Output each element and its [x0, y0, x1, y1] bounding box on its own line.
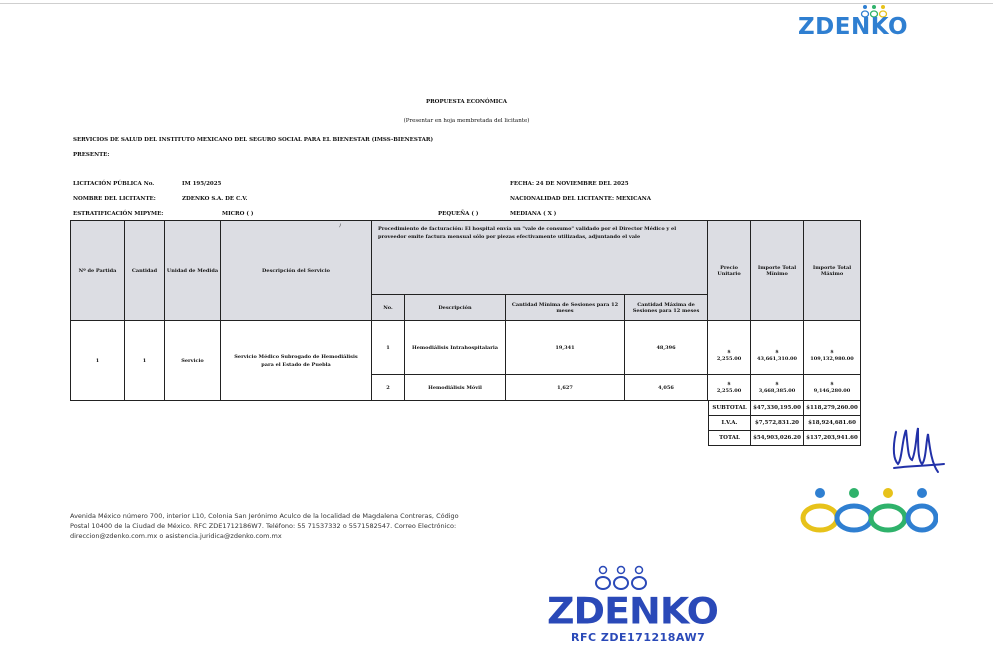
totals-label: I.V.A.: [709, 416, 751, 431]
header-descripcion: [221, 221, 372, 321]
cell-item-max: 4,056: [625, 375, 708, 401]
licitacion-value: IM 195/2025: [182, 181, 222, 187]
cell-item-importe-max-val: 109,132,980.00: [810, 356, 854, 362]
header-unidad: Unidad de Medida: [165, 221, 221, 321]
cell-item-importe-min: [751, 321, 804, 375]
cell-item-importe-min: [751, 375, 804, 401]
totals-row-total: [709, 431, 861, 446]
cell-item-desc: Hemodiálisis Móvil: [405, 375, 506, 401]
cell-item-importe-min-cur: $: [775, 380, 779, 387]
totals-min: $7,572,831.20: [751, 416, 804, 431]
presente-label: PRESENTE:: [73, 152, 110, 158]
header-min: Cantidad Mínima de Sesiones para 12 meses: [506, 295, 625, 321]
rings-logo-icon: [798, 486, 938, 536]
licitacion-label: LICITACIÓN PÚBLICA No.: [73, 181, 155, 187]
nacionalidad: NACIONALIDAD DEL LICITANTE: MEXICANA: [510, 196, 652, 202]
totals-row-iva: [709, 416, 861, 431]
cell-item-no: 2: [372, 375, 405, 401]
totals-min: $54,903,026.20: [751, 431, 804, 446]
header-slash: /: [339, 223, 341, 229]
cell-item-max: 48,396: [625, 321, 708, 375]
pequena-option: PEQUEÑA ( ): [438, 211, 479, 217]
header-descripcion-label: Descripción del Servicio: [262, 267, 330, 274]
cell-item-min: 19,341: [506, 321, 625, 375]
document-title: PROPUESTA ECONÓMICA: [425, 99, 508, 105]
totals-max: $18,924,681.60: [804, 416, 861, 431]
cell-item-precio-val: 2,255.00: [716, 356, 742, 362]
cell-item-importe-max: [804, 375, 861, 401]
company-logo: [798, 4, 918, 40]
cell-item-importe-max-cur: $: [830, 380, 834, 387]
header-cantidad: Cantidad: [125, 221, 165, 321]
cell-unidad: Servicio: [165, 321, 221, 401]
header-partida: Nº de Partida: [71, 221, 125, 321]
licitante-value: ZDENKO S.A. DE C.V.: [182, 196, 248, 202]
cell-item-importe-max-val: 9,146,280.00: [813, 387, 851, 394]
totals-label: SUBTOTAL: [709, 401, 751, 416]
cell-item-precio-cur: $: [727, 349, 731, 355]
cell-cantidad: 1: [125, 321, 165, 401]
cell-item-importe-max-cur: $: [830, 349, 834, 355]
totals-min: $47,330,195.00: [751, 401, 804, 416]
company-stamp: [545, 565, 718, 645]
stamp-rfc: RFC ZDE171218AW7: [571, 631, 706, 644]
estratificacion-label: ESTRATIFICACIÓN MIPYME:: [73, 211, 164, 217]
cell-item-desc: Hemodiálisis Intrahospitalaria: [405, 321, 506, 375]
cell-item-importe-max: [804, 321, 861, 375]
totals-label: TOTAL: [709, 431, 751, 446]
logo-wordmark: ZDENKO: [798, 14, 909, 40]
cell-descripcion: Servicio Médico Subrogado de Hemodiálisis para el Estado de Puebla: [221, 321, 372, 401]
header-importe-min: Importe Total Mínimo: [751, 221, 804, 321]
cell-item-min: 1,627: [506, 375, 625, 401]
table-row: [71, 321, 861, 375]
cell-item-importe-min-cur: $: [775, 349, 779, 355]
header-procedimiento: Procedimiento de facturación: El hospital envía un "vale de consumo" validado por el Director Médico y el proveedor emite factura mensual sólo por piezas efectivamente utilizadas, adjuntando el vale: [372, 221, 708, 295]
header-no: No.: [372, 295, 405, 321]
totals-table: [708, 400, 861, 446]
cell-item-importe-min-val: 3,668,385.00: [758, 387, 796, 394]
stamp-wordmark: ZDENKO: [547, 590, 718, 632]
cell-item-precio-val: 2,255.00: [716, 387, 742, 394]
footer-address: Avenida México número 700, interior L10, Colonia San Jerónimo Aculco de la localidad de Magdalena Contreras, Código Postal 10400 de la Ciudad de México. RFC ZDE1712186W7. Teléfono: 55 71537332 o 5571582547. Correo Electrónico: direccion@zdenko.com.mx o asistencia.juridica@zdenko.com.mx: [70, 512, 459, 540]
stamp-rings-icon: [589, 565, 669, 591]
header-desc2: Descripción: [405, 295, 506, 321]
cell-item-precio-cur: $: [727, 380, 731, 387]
fecha: FECHA: 24 DE NOVIEMBRE DEL 2025: [510, 181, 629, 187]
header-max: Cantidad Máxima de Sesiones para 12 meses: [625, 295, 708, 321]
licitante-label: NOMBRE DEL LICITANTE:: [73, 196, 156, 202]
header-precio: Precio Unitario: [708, 221, 751, 321]
micro-option: MICRO ( ): [222, 211, 254, 217]
cell-item-precio: [708, 375, 751, 401]
document-subtitle: (Presentar en hoja membretada del licitante): [403, 118, 530, 124]
addressee: SERVICIOS DE SALUD DEL INSTITUTO MEXICANO DEL SEGURO SOCIAL PARA EL BIENESTAR (IMSS-BIENESTAR): [73, 137, 434, 143]
totals-max: $118,279,260.00: [804, 401, 861, 416]
header-importe-max: Importe Total Máximo: [804, 221, 861, 321]
cell-item-importe-min-val: 43,661,310.00: [757, 356, 798, 362]
cell-item-precio: [708, 321, 751, 375]
totals-max: $137,203,941.60: [804, 431, 861, 446]
totals-row-subtotal: [709, 401, 861, 416]
cell-partida: 1: [71, 321, 125, 401]
signature-icon: [888, 420, 948, 490]
mediana-option: MEDIANA ( X ): [510, 211, 557, 217]
proposal-table: [70, 220, 861, 401]
cell-item-no: 1: [372, 321, 405, 375]
